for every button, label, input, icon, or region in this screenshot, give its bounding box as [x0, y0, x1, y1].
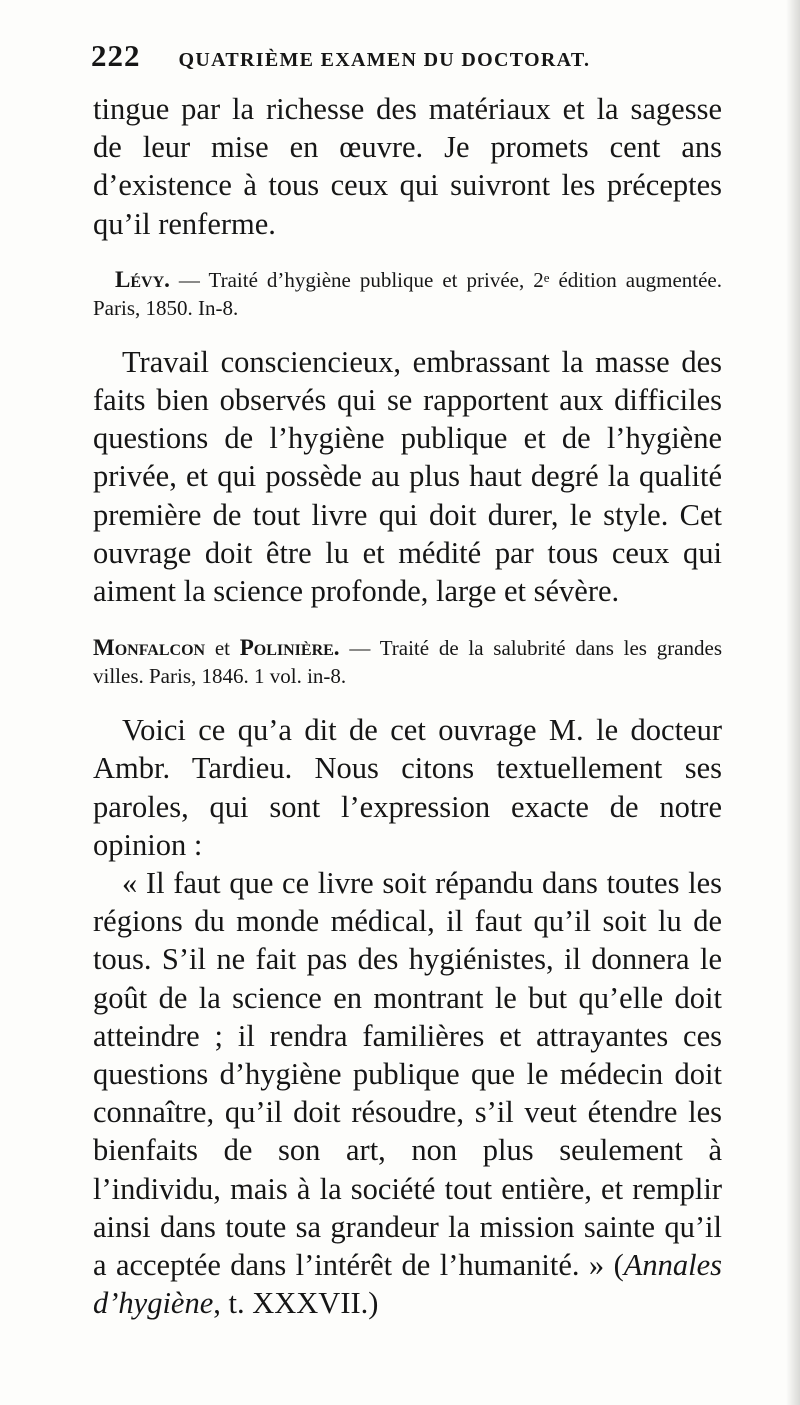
- continuation-paragraph: tingue par la richesse des matériaux et la sagesse de leur mise en œuvre. Je promets cent ans d’existence à tous ceux qui suivront les préceptes qu’il renferme.: [93, 92, 722, 241]
- edition-superscript: e: [543, 269, 550, 285]
- quotation-source-volume: , t. XXXVII.): [213, 1286, 379, 1321]
- quotation-source-journal: Annales d’hygiène: [93, 1248, 722, 1321]
- running-title: QUATRIÈME EXAMEN DU DOCTORAT.: [178, 49, 591, 71]
- entry-conjunction: et: [205, 636, 240, 661]
- entry-title: Traité d’hygiène publique et privée, 2: [208, 267, 544, 292]
- review-paragraph-levy: Travail consciencieux, embrassant la masse des faits bien observés qui se rapportent aux difficiles questions de l’hygiène publique et de l’hygiène privée, et qui possède au plus haut degré la qualité première de tout livre qui doit durer, le style. Cet ouvrage doit être lu et médité par tous ceux qui aiment la science profonde, large et sévère.: [93, 344, 722, 609]
- page-number: 222: [91, 38, 141, 73]
- entry-author: Lévy.: [115, 266, 170, 292]
- entry-author-1: Monfalcon: [93, 635, 206, 661]
- bibliography-entry-monfalcon: [93, 634, 722, 690]
- quotation-text: « Il faut que ce livre soit répandu dans toutes les régions du monde médical, il faut qu’il soit lu de tous. S’il ne fait pas des hygiénistes, il donnera le goût de la science en montrant le but qu’elle doit atteindre ; il rendra familières et attrayantes ces questions d’hygiène publique que le médecin doit connaître, qu’il doit résoudre, s’il veut étendre les bienfaits de son art, non plus seulement à l’individu, mais à la société tout entière, et remplir ainsi dans toute sa grandeur la mission sainte qu’il a acceptée dans l’intérêt de l’humanité. »: [93, 866, 722, 1283]
- entry-title-rest: édition augmentée. Paris, 1850. In-8.: [93, 267, 723, 320]
- quotation-source-open: (: [613, 1248, 624, 1283]
- bibliography-entry-levy: [93, 266, 722, 322]
- quotation-paragraph: [93, 864, 722, 1322]
- page-header: [91, 38, 722, 82]
- entry-title: Traité de la salubrité dans les grandes villes. Paris, 1846. 1 vol. in-8.: [93, 636, 722, 689]
- entry-dash: —: [339, 636, 380, 661]
- entry-dash: —: [169, 267, 209, 292]
- review-paragraph-monfalcon: Voici ce qu’a dit de cet ouvrage M. le docteur Ambr. Tardieu. Nous citons textuellement ses paroles, qui sont l’expression exacte de notre opinion :: [93, 713, 722, 862]
- entry-author-2: Polinière.: [239, 635, 340, 661]
